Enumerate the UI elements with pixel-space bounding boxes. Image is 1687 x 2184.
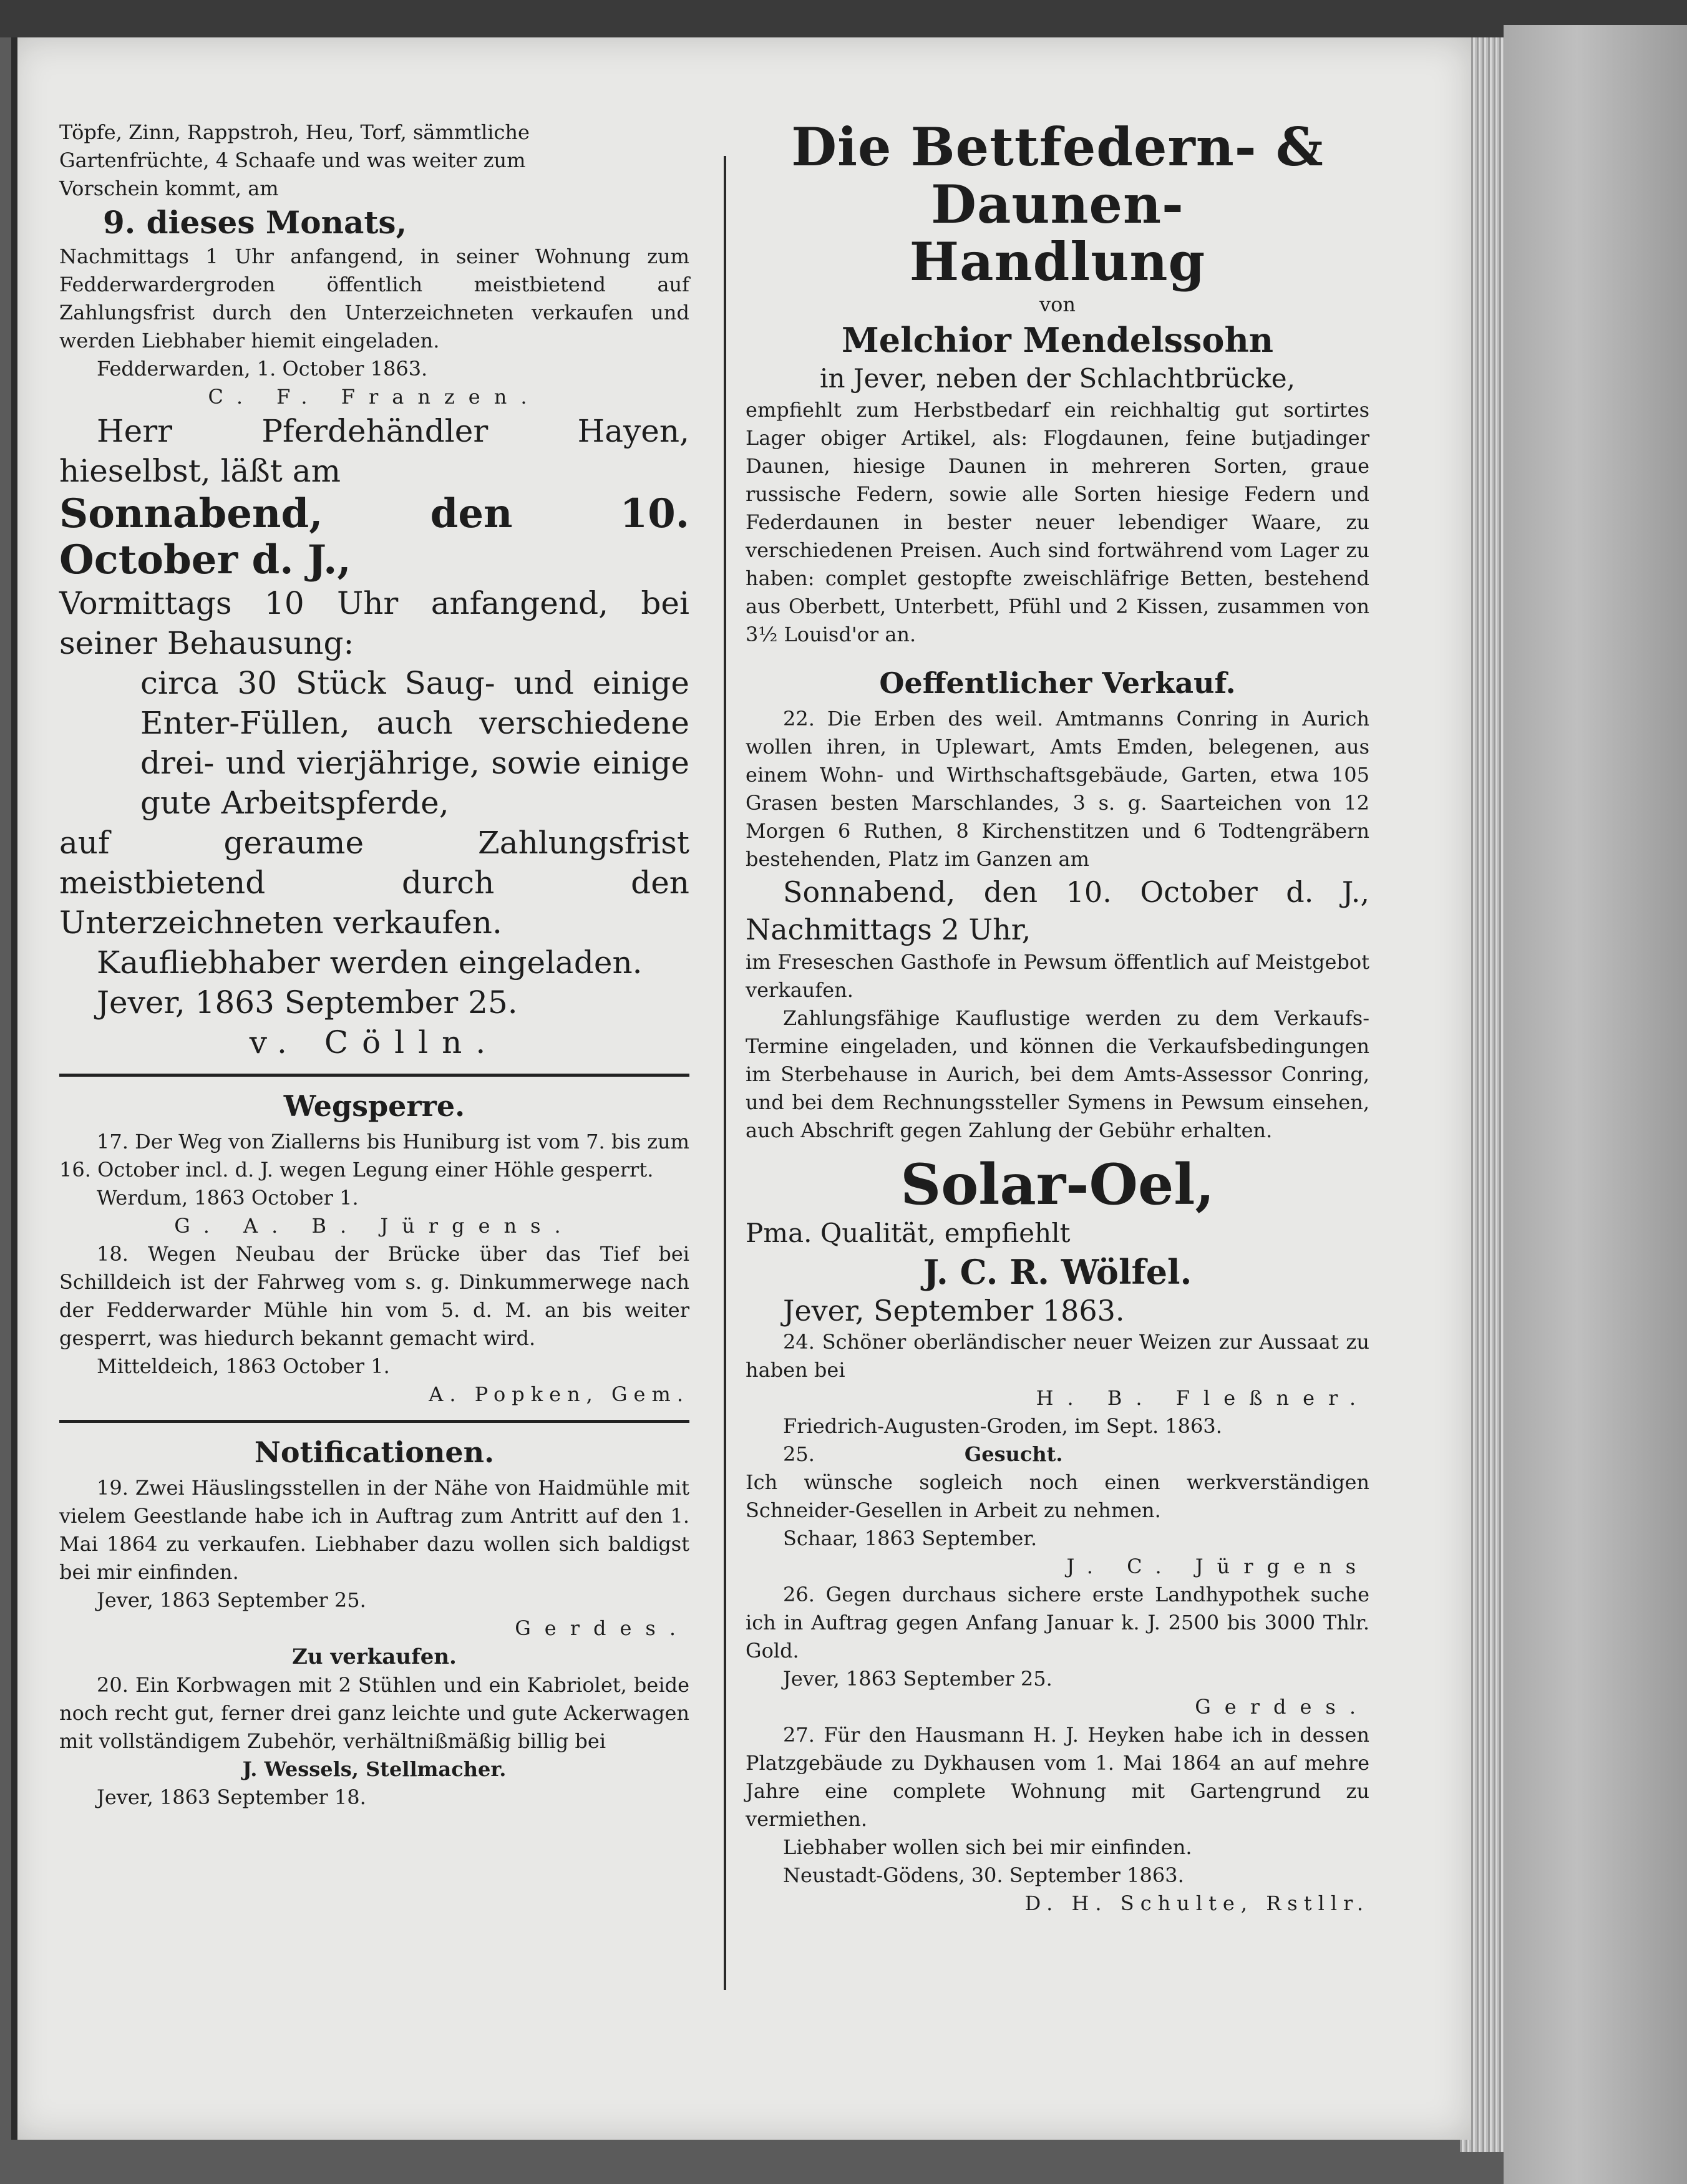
hayen-signer: v. Cölln. xyxy=(249,1024,500,1060)
book-cover-top xyxy=(0,0,1687,37)
notice-18: 18. Wegen Neubau der Brücke über das Tief bei Schilldeich ist der Fahrweg vom s. g. Dinkummerwege nach der Fedderwarder Mühle hin vom 5. d. M. an bis weiter gesperrt, was hiedurch bekannt gemacht wird. xyxy=(59,1242,689,1350)
date-heading: 9. dieses Monats, xyxy=(103,204,407,241)
section-heading: Wegsperre. xyxy=(283,1089,465,1123)
notice-text: im Freseschen Gasthofe in Pewsum öffentlich auf Meistgebot verkaufen. xyxy=(746,950,1369,1002)
notice-25-head xyxy=(746,1440,1369,1468)
notice-24: 24. Schöner oberländischer neuer Weizen zur Aussaat zu haben bei xyxy=(746,1330,1369,1382)
notice-20: 20. Ein Korbwagen mit 2 Stühlen und ein Kabriolet, beide noch recht gut, ferner drei ganz leichte und gute Ackerwagen mit vollständigem Zubehör, verhältnißmäßig billig bei xyxy=(59,1673,689,1753)
signer: D. H. Schulte, Rstllr. xyxy=(1024,1891,1369,1915)
place-date: Neustadt-Gödens, 30. September 1863. xyxy=(783,1863,1184,1887)
section-heading: Oeffentlicher Verkauf. xyxy=(879,666,1236,700)
section-heading: Notificationen. xyxy=(254,1435,495,1469)
hayen-invite: Kaufliebhaber werden eingeladen. xyxy=(97,944,643,981)
place-date: Jever, 1863 September 18. xyxy=(97,1785,366,1809)
advert-text: empfiehlt zum Herbstbedarf ein reichhaltig gut sortirtes Lager obiger Artikel, als: Flogdaunen, feine butjadinger Daunen, hiesige Daunen in mehreren Sorten, graue russische Federn, sowie alle Sorten hiesige Federn und Federdaunen in bester neuer lebendiger Waare, zu verschiedenen Preisen. Auch sind fortwährend vom Lager zu haben: complet gestopfte zweischläfrige Betten, bestehend aus Oberbett, Unterbett, Pfühl und 2 Kissen, zusammen von 3½ Louisd'or an. xyxy=(746,398,1369,646)
sub-heading: Gesucht. xyxy=(964,1442,1063,1466)
column-divider xyxy=(724,156,726,1990)
sale-date: Sonnabend, den 10. October d. J., Nachmittags 2 Uhr, xyxy=(746,875,1369,946)
signer: H. B. Fleßner. xyxy=(1036,1386,1369,1410)
text-line: von xyxy=(1039,293,1076,316)
signer: Gerdes. xyxy=(515,1616,689,1640)
place-date: Jever, 1863 September 25. xyxy=(97,1588,366,1612)
notice-number: 25. xyxy=(783,1442,815,1466)
owner-name: Melchior Mendelssohn xyxy=(842,320,1273,360)
signer: G. A. B. Jürgens. xyxy=(174,1214,575,1238)
solar-line: Pma. Qualität, empfiehlt xyxy=(746,1218,1071,1248)
text-line: Gartenfrüchte, 4 Schaafe und was weiter zum xyxy=(59,148,526,172)
hayen-heading: Herr Pferdehändler Hayen, hieselbst, läßt am xyxy=(59,413,689,489)
notice-26: 26. Gegen durchaus sichere erste Landhypothek suche ich in Auftrag gegen Anfang Januar k. J. 2500 bis 3000 Thlr. Gold. xyxy=(746,1583,1369,1662)
advert-title: Die Bettfedern- & Daunen- xyxy=(791,116,1324,235)
text-line: Töpfe, Zinn, Rappstroh, Heu, Torf, sämmtliche xyxy=(59,120,530,144)
place-date: Werdum, 1863 October 1. xyxy=(97,1186,359,1210)
section-rule xyxy=(59,1420,689,1423)
place-date: Fedderwarden, 1. October 1863. xyxy=(97,357,428,381)
solar-place: Jever, September 1863. xyxy=(783,1294,1125,1327)
signer: J. Wessels, Stellmacher. xyxy=(242,1757,507,1781)
hayen-line: Vormittags 10 Uhr anfangend, bei seiner Behausung: xyxy=(59,585,689,661)
hayen-items: circa 30 Stück Saug- und einige Enter-Füllen, auch verschiedene drei- und vierjährige, sowie einige gute Arbeitspferde, xyxy=(140,665,689,821)
gutter-shadow xyxy=(11,37,17,2140)
notice-text: Zahlungsfähige Kauflustige werden zu dem Verkaufs-Termine eingeladen, und können die Verkaufsbedingungen im Sterbehause in Aurich, bei dem Amts-Assessor Conring, und bei dem Rechnungssteller Symens in Pewsum einsehen, auch Abschrift gegen Zahlung der Gebühr erhalten. xyxy=(746,1006,1369,1142)
place-date: Mitteldeich, 1863 October 1. xyxy=(97,1354,390,1378)
solar-heading: Solar-Oel, xyxy=(900,1152,1215,1218)
left-column xyxy=(59,119,689,1812)
notice-27: 27. Für den Hausmann H. J. Heyken habe ich in dessen Platzgebäude zu Dykhausen vom 1. Mai 1864 an auf mehre Jahre eine complete Wohnung mit Gartengrund zu vermiethen. xyxy=(746,1723,1369,1831)
notice-17: 17. Der Weg von Ziallerns bis Huniburg ist vom 7. bis zum 16. October incl. d. J. wegen Legung einer Höhle gesperrt. xyxy=(59,1130,689,1182)
place-date: Jever, 1863 September 25. xyxy=(783,1667,1053,1691)
notice-25: Ich wünsche sogleich noch einen werkverständigen Schneider-Gesellen in Arbeit zu nehmen. xyxy=(746,1470,1369,1522)
signer: C. F. Franzen. xyxy=(208,385,541,409)
hayen-date: Sonnabend, den 10. October d. J., xyxy=(59,490,689,583)
advert-title: Handlung xyxy=(909,231,1206,293)
location: in Jever, neben der Schlachtbrücke, xyxy=(820,363,1295,394)
place-date: Friedrich-Augusten-Groden, im Sept. 1863. xyxy=(783,1414,1222,1438)
notice-19: 19. Zwei Häuslingsstellen in der Nähe von Haidmühle mit vielem Geestlande habe ich in Auftrag zum Antritt auf den 1. Mai 1864 zu verkaufen. Liebhaber dazu wollen sich baldigst bei mir einfinden. xyxy=(59,1476,689,1584)
section-rule xyxy=(59,1074,689,1077)
notice-text: Liebhaber wollen sich bei mir einfinden. xyxy=(783,1835,1192,1859)
auction-text: Nachmittags 1 Uhr anfangend, in seiner Wohnung zum Fedderwardergroden öffentlich meistbietend auf Zahlungsfrist durch den Unterzeichneten verkaufen und werden Liebhaber hiemit eingeladen. xyxy=(59,245,689,352)
notice-22: 22. Die Erben des weil. Amtmanns Conring in Aurich wollen ihren, in Uplewart, Amts Emden, belegenen, aus einem Wohn- und Wirthschaftsgebäude, Garten, etwa 105 Grasen besten Marschlandes, 3 s. g. Saarteichen von 12 Morgen 6 Ruthen, 8 Kirchenstitzen und 6 Todtengräbern bestehenden, Platz im Ganzen am xyxy=(746,707,1369,871)
hayen-line: auf geraume Zahlungsfrist meistbietend durch den Unterzeichneten verkaufen. xyxy=(59,825,689,941)
solar-signer: J. C. R. Wölfel. xyxy=(923,1252,1192,1292)
book-cover-right xyxy=(1504,25,1687,2184)
signer: A. Popken, Gem. xyxy=(429,1382,689,1406)
hayen-place: Jever, 1863 September 25. xyxy=(97,984,518,1021)
right-column xyxy=(746,116,1369,1918)
signer: Gerdes. xyxy=(1195,1695,1369,1719)
sub-heading: Zu verkaufen. xyxy=(292,1644,457,1669)
signer: J. C. Jürgens xyxy=(1066,1555,1369,1578)
text-line: Vorschein kommt, am xyxy=(59,177,279,200)
place-date: Schaar, 1863 September. xyxy=(783,1526,1038,1550)
